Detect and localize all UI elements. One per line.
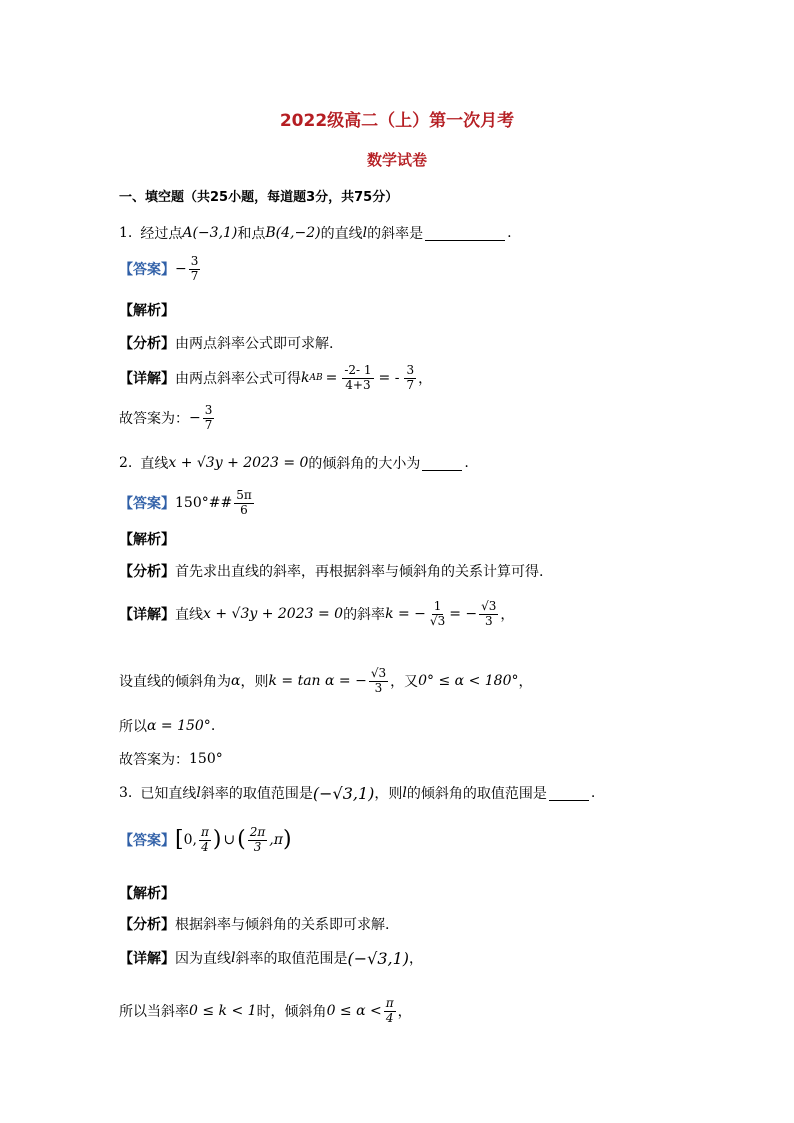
q2-conclusion — [119, 749, 223, 769]
fraction-numerator: 3 — [406, 363, 415, 377]
fraction-numerator: 2π — [249, 825, 266, 839]
q2-answer-degrees: 150°## — [175, 495, 233, 512]
q2-so-text: 所以 — [119, 719, 147, 735]
q3-left-bracket: [ — [175, 827, 184, 853]
fraction-denominator: √3 — [429, 613, 446, 628]
fraction-numerator: √3 — [370, 666, 387, 680]
q3-so-fraction — [384, 997, 396, 1026]
q1-equals: = — [325, 370, 338, 387]
q1-k: k — [301, 370, 310, 387]
q3-so-text-1: 所以当斜率 — [119, 1004, 189, 1021]
fraction-numerator: √3 — [481, 599, 497, 613]
q2-comma: ， — [500, 607, 515, 624]
q1-result-fraction — [404, 364, 416, 393]
q1-number: 1. — [119, 225, 133, 241]
q2-alpha: α — [231, 673, 241, 690]
detail-label: 【详解】 — [119, 607, 175, 624]
q1-k-subscript: AB — [309, 373, 323, 384]
q3-text-1: 已知直线 — [140, 786, 197, 802]
q1-line-l: l — [362, 225, 368, 241]
answer-label: 【答案】 — [119, 496, 175, 513]
fraction-denominator: 7 — [190, 268, 199, 283]
q1-final-sign: − — [189, 410, 201, 427]
fraction-numerator: 3 — [204, 403, 213, 417]
q2-detail — [119, 600, 514, 629]
q3-fenxi — [119, 914, 389, 934]
q3-so-text-2: 时，倾斜角 — [256, 1004, 327, 1021]
q2-number: 2. — [119, 455, 133, 471]
detail-label: 【详解】 — [119, 371, 175, 388]
q1-analysis-heading — [119, 300, 175, 320]
q3-text-4: 的倾斜角的取值范围是 — [406, 786, 547, 802]
conclusion-label: 故答案为： — [119, 752, 189, 768]
q1-answer-sign: − — [175, 261, 187, 278]
q3-detail-text-2: 斜率的取值范围是 — [235, 951, 348, 967]
q2-answer — [119, 489, 256, 518]
q3-line-l-2: l — [402, 785, 407, 801]
q2-equals-neg: = − — [449, 606, 478, 623]
q3-right-paren-2: ) — [282, 827, 292, 853]
q1-equals-neg: = - — [378, 370, 400, 387]
question-1 — [119, 223, 512, 243]
q1-detail-text: 由两点斜率公式可得 — [175, 371, 301, 388]
q1-slope-fraction — [342, 364, 373, 393]
q2-text-3: . — [464, 455, 469, 471]
q2-so-end: . — [210, 718, 216, 734]
fraction-numerator: π — [200, 825, 209, 839]
q2-detail-equation: x + √3y + 2023 = 0 — [203, 606, 344, 623]
q2-so — [119, 716, 215, 736]
q3-answer-blank — [549, 786, 589, 801]
q1-point-a: A(−3,1) — [182, 225, 238, 241]
q3-right-paren-1: ) — [212, 827, 222, 853]
question-3 — [119, 783, 595, 803]
exam-title: 2022级高二（上）第一次月考 — [279, 111, 515, 131]
analysis-label: 【解析】 — [119, 532, 175, 548]
q2-fraction-1 — [428, 600, 447, 629]
q1-detail — [119, 364, 432, 393]
q3-detail — [119, 948, 423, 968]
q3-so — [119, 997, 412, 1026]
q3-so-end: ， — [397, 1004, 412, 1021]
exam-subtitle: 数学试卷 — [366, 151, 427, 169]
q3-analysis-heading — [119, 883, 175, 903]
q1-text-1: 经过点 — [140, 226, 183, 242]
analysis-label: 【解析】 — [119, 303, 175, 319]
fraction-denominator: 4+3 — [345, 377, 371, 392]
fraction-numerator: π — [385, 996, 394, 1010]
fraction-denominator: 7 — [406, 377, 415, 392]
conclusion-label: 故答案为： — [119, 411, 189, 428]
q2-answer-fraction — [234, 489, 254, 518]
q2-setup-text-3: ，又 — [390, 674, 419, 691]
q3-fraction-2pi-3 — [248, 826, 268, 855]
q1-fenxi-text: 由两点斜率公式即可求解. — [175, 336, 334, 352]
q3-fraction-pi-4 — [199, 826, 211, 855]
answer-label: 【答案】 — [119, 262, 175, 279]
q3-text-5: . — [590, 785, 596, 801]
fraction-numerator: 5π — [236, 488, 252, 502]
q2-setup-text-4: ， — [518, 674, 533, 691]
q2-tan-fraction — [369, 667, 388, 696]
q1-final-fraction — [203, 404, 215, 433]
q2-analysis-heading — [119, 529, 175, 549]
fraction-denominator: 4 — [385, 1010, 394, 1025]
q2-answer-blank — [422, 456, 462, 471]
q3-fenxi-text: 根据斜率与倾斜角的关系即可求解. — [175, 917, 390, 933]
q3-number: 3. — [119, 785, 133, 801]
fraction-denominator: 7 — [204, 417, 213, 432]
q1-point-b: B(4,−2) — [265, 225, 321, 241]
q2-text-1: 直线 — [140, 456, 169, 472]
q3-pi: ,π — [269, 832, 283, 849]
q3-so-expression: 0 ≤ α < — [326, 1003, 382, 1020]
q2-k-equals: k = − — [385, 606, 426, 623]
q1-text-5: . — [507, 225, 512, 241]
q3-detail-range: (−√3,1) — [347, 948, 410, 968]
fraction-numerator: 1 — [433, 599, 442, 613]
q1-answer — [119, 255, 202, 284]
fraction-denominator: 3 — [253, 839, 262, 854]
analysis-label: 【解析】 — [119, 886, 175, 902]
fraction-denominator: 6 — [240, 502, 248, 517]
answer-label: 【答案】 — [119, 833, 175, 850]
q2-detail-text-1: 直线 — [175, 607, 203, 624]
q1-conclusion — [119, 404, 216, 433]
fenxi-label: 【分析】 — [119, 336, 175, 352]
q3-so-condition: 0 ≤ k < 1 — [189, 1003, 257, 1020]
q2-fenxi-text: 首先求出直线的斜率，再根据斜率与倾斜角的关系计算可得. — [175, 564, 544, 580]
q2-tan-expression: k = tan α = − — [268, 673, 367, 690]
fraction-numerator: 3 — [190, 254, 199, 268]
question-2 — [119, 453, 469, 473]
q2-angle-setup — [119, 667, 532, 696]
q2-fenxi — [119, 561, 543, 581]
q3-detail-text-1: 因为直线 — [175, 951, 231, 967]
q3-answer — [119, 826, 292, 855]
q3-line-l: l — [196, 785, 201, 801]
fraction-denominator: 3 — [484, 613, 493, 628]
q1-fenxi — [119, 333, 333, 353]
section-heading: 一、填空题（共25小题，每道题3分，共75分） — [119, 190, 399, 205]
q3-union: ∪ — [223, 832, 236, 849]
q3-left-paren-2: ( — [237, 827, 246, 853]
q1-text-4: 的斜率是 — [367, 226, 424, 242]
q3-text-2: 斜率的取值范围是 — [200, 786, 313, 802]
fraction-denominator: 3 — [374, 680, 383, 695]
q1-answer-fraction — [189, 255, 201, 284]
q2-text-2: 的倾斜角的大小为 — [308, 456, 421, 472]
fenxi-label: 【分析】 — [119, 917, 175, 933]
q2-equation: x + √3y + 2023 = 0 — [168, 455, 309, 471]
q3-zero: 0, — [183, 832, 197, 849]
q1-text-2: 和点 — [237, 226, 266, 242]
q2-setup-text-2: ，则 — [240, 674, 269, 691]
fraction-denominator: 4 — [201, 839, 209, 854]
q1-text-3: 的直线 — [320, 226, 363, 242]
q2-so-expression: α = 150° — [147, 718, 211, 734]
q3-slope-range: (−√3,1) — [312, 783, 375, 803]
q2-fraction-2 — [479, 600, 498, 629]
fenxi-label: 【分析】 — [119, 564, 175, 580]
fraction-numerator: -2- 1 — [344, 363, 372, 377]
q3-detail-line-l: l — [231, 950, 236, 966]
q3-text-3: ，则 — [374, 786, 403, 802]
q1-comma: ， — [418, 371, 433, 388]
q2-final-answer: 150° — [189, 751, 223, 767]
detail-label: 【详解】 — [119, 951, 175, 967]
q2-angle-range: 0° ≤ α < 180° — [418, 673, 519, 690]
q2-detail-text-2: 的斜率 — [343, 607, 386, 624]
q2-setup-text-1: 设直线的倾斜角为 — [119, 674, 231, 691]
q1-answer-blank — [425, 226, 505, 241]
q3-detail-end: ， — [409, 951, 424, 967]
